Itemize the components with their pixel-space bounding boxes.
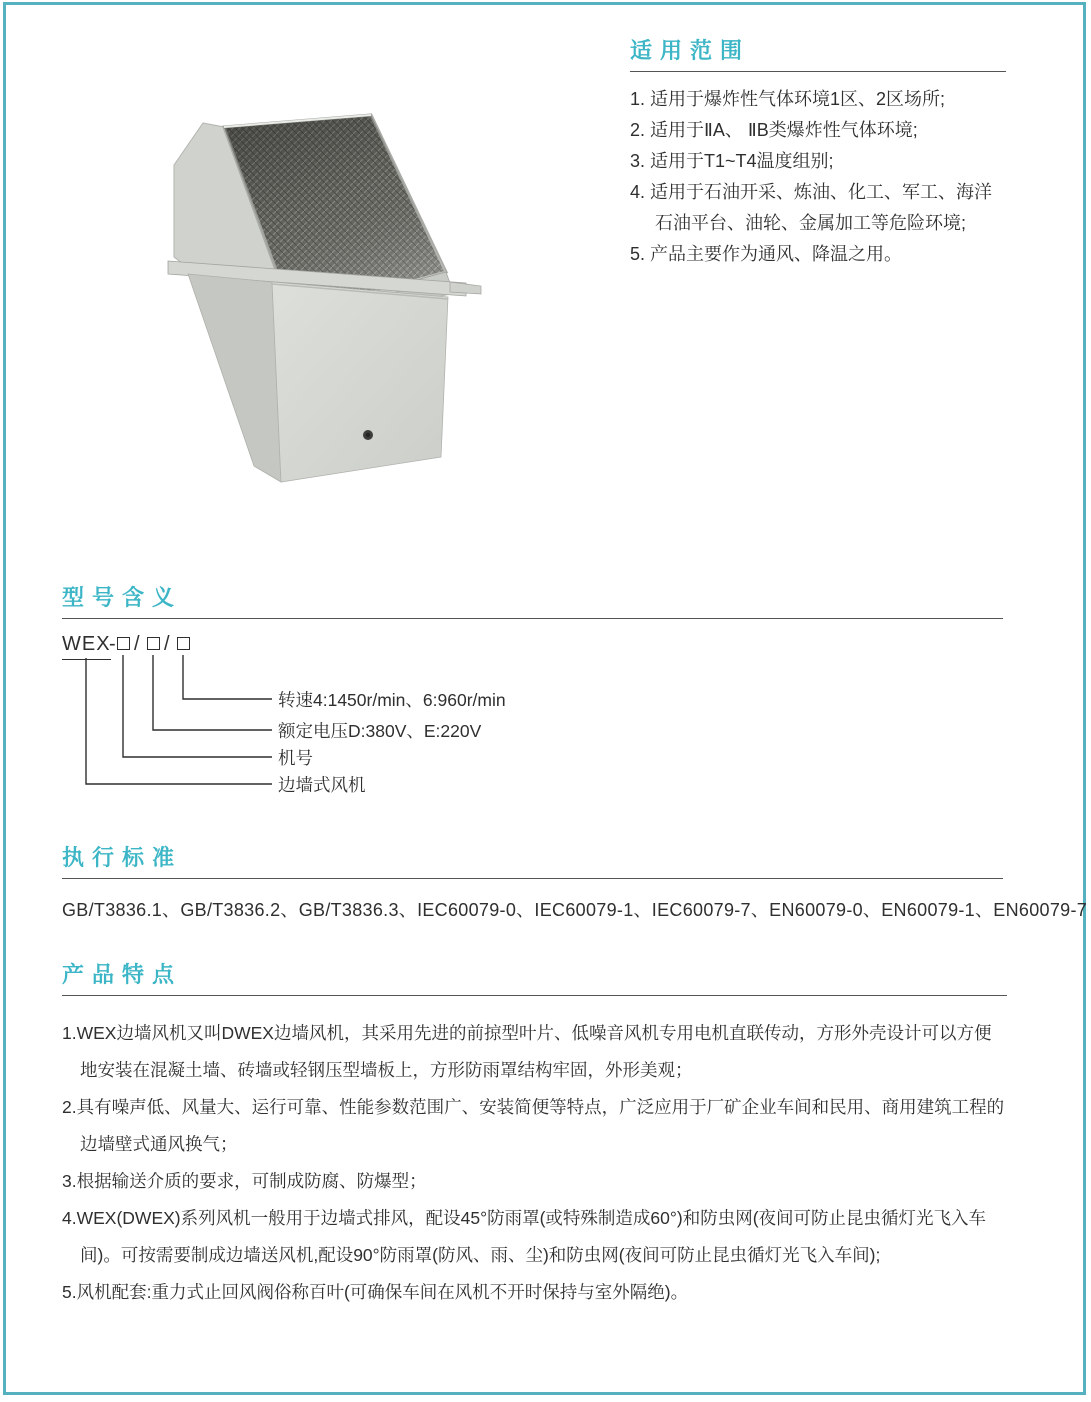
model-code <box>62 633 1003 659</box>
feature-item: 3.根据输送介质的要求，可制成防腐、防爆型； <box>62 1171 427 1191</box>
diagram-label-fan-type: 边墙式风机 <box>278 775 366 795</box>
model-code-box-voltage <box>147 637 160 650</box>
diagram-label-size: 机号 <box>278 748 313 768</box>
diagram-label-voltage: 额定电压D:380V、E:220V <box>278 721 482 741</box>
box-left-panel <box>188 274 281 482</box>
application-scope-title: 适用范围 <box>630 38 1006 72</box>
feature-item: 4.WEX(DWEX)系列风机一般用于边墙式排风，配设45°防雨罩(或特殊制造成60°)和防虫网(夜间可防止昆虫循灯光飞入车间)。可按需要制成边墙送风机,配设90°防雨罩(防风、雨、尘)和防虫网(夜间可防止昆虫循灯光飞入车间); <box>62 1208 987 1265</box>
model-code-prefix: WEX <box>62 633 111 660</box>
model-code-slash: / <box>134 633 140 655</box>
model-code-dash: - <box>109 633 116 655</box>
product-features-list <box>62 996 1007 1311</box>
model-meaning-title: 型号含义 <box>62 585 1003 619</box>
list-item: 3. 适用于T1~T4温度组别; <box>630 151 834 171</box>
section-application-scope <box>630 38 1006 270</box>
list-item: 2. 适用于ⅡA、 ⅡB类爆炸性气体环境; <box>630 120 918 140</box>
model-code-box-speed <box>177 637 190 650</box>
list-item: 1. 适用于爆炸性气体环境1区、2区场所; <box>630 89 946 109</box>
diagram-label-speed: 转速4:1450r/min、6:960r/min <box>278 690 506 710</box>
product-features-title: 产品特点 <box>62 962 1007 996</box>
feature-item: 1.WEX边墙风机又叫DWEX边墙风机，其采用先进的前掠型叶片、低噪音风机专用电机直联传动，方形外壳设计可以方便地安装在混凝土墙、砖墙或轻钢压型墙板上，方形防雨罩结构牢固，外形美观； <box>62 1023 992 1080</box>
drain-hole-center <box>366 433 370 437</box>
standards-text: GB/T3836.1、GB/T3836.2、GB/T3836.3、IEC60079-0、IEC60079-1、IEC60079-7、EN60079-0、EN60079-1、EN60079-7 <box>62 900 1088 920</box>
model-code-diagram <box>62 661 1003 806</box>
product-photo <box>150 85 530 505</box>
section-product-features <box>62 962 1007 1311</box>
list-item: 4. 适用于石油开采、炼油、化工、军工、海洋石油平台、油轮、金属加工等危险环境; <box>630 182 993 233</box>
model-code-box-size <box>117 637 130 650</box>
flange-tab <box>450 282 481 294</box>
box-front-panel <box>272 282 448 482</box>
standards-title: 执行标准 <box>62 845 1003 879</box>
section-standards <box>62 845 1088 922</box>
feature-item: 2.具有噪声低、风量大、运行可靠、性能参数范围广、安装简便等特点，广泛应用于厂矿企业车间和民用、商用建筑工程的边墙壁式通风换气； <box>62 1097 1005 1154</box>
application-scope-list <box>630 84 1006 270</box>
list-item: 5. 产品主要作为通风、降温之用。 <box>630 244 903 264</box>
model-code-slash: / <box>164 633 170 655</box>
wall-fan-image <box>150 85 530 505</box>
section-model-meaning <box>62 585 1003 806</box>
feature-item: 5.风机配套:重力式止回风阀俗称百叶(可确保车间在风机不开时保持与室外隔绝)。 <box>62 1282 689 1302</box>
